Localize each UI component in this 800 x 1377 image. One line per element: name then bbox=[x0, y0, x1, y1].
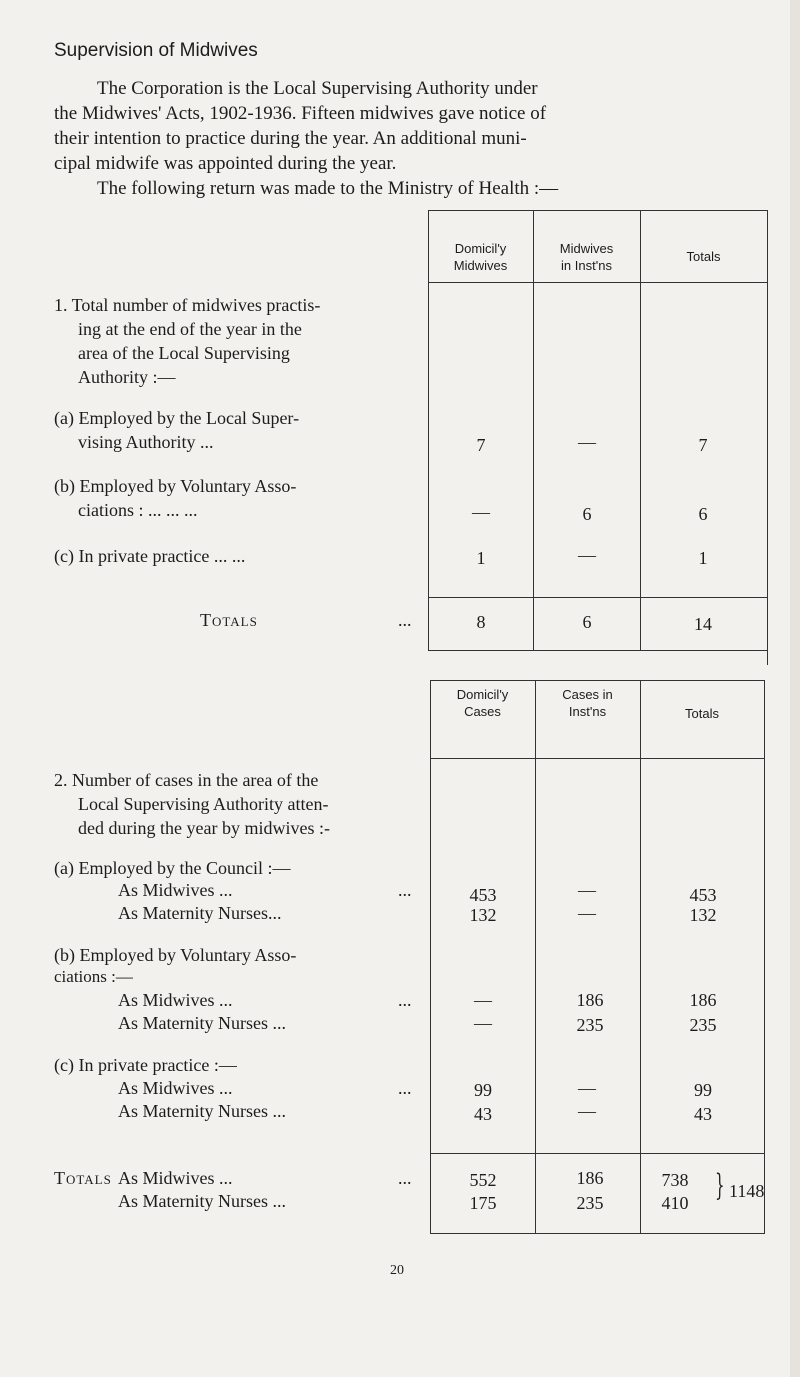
question-1-label: Authority :— bbox=[78, 367, 176, 387]
total-cell: 186 bbox=[576, 1168, 604, 1188]
grand-total: 1148 bbox=[729, 1181, 765, 1201]
table-cell: — bbox=[578, 545, 596, 565]
table-cell: — bbox=[578, 1078, 596, 1098]
right-brace-icon: } bbox=[715, 1168, 725, 1203]
row-label: As Maternity Nurses ... bbox=[118, 1013, 286, 1033]
table-cell: 99 bbox=[474, 1080, 492, 1100]
row-label: As Maternity Nurses ... bbox=[118, 1101, 286, 1121]
table-cell: 186 bbox=[689, 990, 717, 1010]
question-1-label: ing at the end of the year in the bbox=[78, 319, 302, 339]
table-cell: 1 bbox=[476, 548, 486, 568]
leader-dots: ... bbox=[398, 1078, 412, 1098]
question-1-label: 1. Total number of midwives practis- bbox=[54, 295, 321, 315]
total-cell: 552 bbox=[469, 1170, 497, 1190]
question-2-label: ded during the year by midwives :- bbox=[78, 818, 330, 838]
totals-label: Totals bbox=[200, 610, 258, 630]
paragraph-line: The Corporation is the Local Supervising Authority under bbox=[97, 78, 538, 99]
group-label-council: (a) Employed by the Council :— bbox=[54, 858, 291, 878]
table-cell: 7 bbox=[698, 435, 708, 455]
row-label: As Midwives ... bbox=[118, 880, 233, 900]
row-label-employed-by-authority: (a) Employed by the Local Super- bbox=[54, 408, 300, 428]
row-label-private-practice: (c) In private practice ... ... bbox=[54, 546, 246, 566]
table-cell: — bbox=[474, 1013, 492, 1033]
table-cell: 453 bbox=[469, 885, 497, 905]
paragraph-line: cipal midwife was appointed during the year. bbox=[54, 153, 397, 174]
table-cell: 43 bbox=[694, 1104, 712, 1124]
column-header-midwives-in-institutions: Midwives in Inst'ns bbox=[559, 241, 614, 273]
table-cell: 99 bbox=[694, 1080, 712, 1100]
row-label: As Maternity Nurses... bbox=[118, 903, 282, 923]
row-label: As Midwives ... bbox=[118, 990, 233, 1010]
paragraph-line: The following return was made to the Ministry of Health :— bbox=[97, 178, 559, 199]
total-cell: 8 bbox=[476, 612, 486, 632]
group-label-voluntary: (b) Employed by Voluntary Asso- bbox=[54, 945, 297, 965]
total-cell: 235 bbox=[576, 1193, 604, 1213]
group-label-voluntary: ciations :— bbox=[54, 967, 133, 986]
leader-dots: ... bbox=[398, 610, 412, 630]
table-cell: 186 bbox=[576, 990, 604, 1010]
total-cell: 175 bbox=[469, 1193, 497, 1213]
table-cell: — bbox=[578, 432, 596, 452]
table-cell: — bbox=[578, 1101, 596, 1121]
question-2-label: Local Supervising Authority atten- bbox=[78, 794, 329, 814]
row-label-employed-by-voluntary: (b) Employed by Voluntary Asso- bbox=[54, 476, 297, 496]
table-cell: — bbox=[474, 990, 492, 1010]
total-cell: 14 bbox=[694, 614, 712, 634]
leader-dots: ... bbox=[398, 880, 412, 900]
column-header-cases-in-institutions: Cases in Inst'ns bbox=[562, 687, 613, 719]
table-cell: 235 bbox=[689, 1015, 717, 1035]
row-label: As Midwives ... bbox=[118, 1168, 233, 1188]
table-cell: 453 bbox=[689, 885, 717, 905]
table-cell: 132 bbox=[469, 905, 497, 925]
table-cell: — bbox=[472, 502, 490, 522]
table-cell: 6 bbox=[582, 504, 592, 524]
row-label-employed-by-voluntary: ciations : ... ... ... bbox=[78, 500, 198, 520]
total-cell: 738 bbox=[661, 1170, 689, 1190]
section-heading: Supervision of Midwives bbox=[54, 40, 258, 61]
column-header-totals: Totals bbox=[686, 249, 721, 264]
row-label: As Midwives ... bbox=[118, 1078, 233, 1098]
table-cell: 6 bbox=[698, 504, 708, 524]
question-2-label: 2. Number of cases in the area of the bbox=[54, 770, 319, 790]
paragraph-line: their intention to practice during the year. An additional muni- bbox=[54, 128, 527, 149]
totals-label: Totals bbox=[54, 1168, 112, 1188]
column-header-totals: Totals bbox=[685, 706, 719, 721]
leader-dots: ... bbox=[398, 1168, 412, 1188]
row-label: As Maternity Nurses ... bbox=[118, 1191, 286, 1211]
total-cell: 410 bbox=[661, 1193, 689, 1213]
row-label-employed-by-authority: vising Authority ... bbox=[78, 432, 214, 452]
table-cell: — bbox=[578, 903, 596, 923]
table-cell: 235 bbox=[576, 1015, 604, 1035]
table-cell: 1 bbox=[698, 548, 708, 568]
table-cell: 43 bbox=[474, 1104, 492, 1124]
table-cell: 132 bbox=[689, 905, 717, 925]
table-cell: — bbox=[578, 880, 596, 900]
page-edge bbox=[790, 0, 800, 1377]
leader-dots: ... bbox=[398, 990, 412, 1010]
page-number: 20 bbox=[390, 1263, 404, 1278]
column-header-domiciliary-midwives: Domicil'y Midwives bbox=[453, 241, 508, 273]
question-1-label: area of the Local Supervising bbox=[78, 343, 290, 363]
paragraph-line: the Midwives' Acts, 1902-1936. Fifteen midwives gave notice of bbox=[54, 103, 547, 124]
table-cell: 7 bbox=[476, 435, 486, 455]
column-header-domiciliary-cases: Domicil'y Cases bbox=[456, 687, 509, 719]
total-cell: 6 bbox=[582, 612, 592, 632]
group-label-private: (c) In private practice :— bbox=[54, 1055, 237, 1075]
